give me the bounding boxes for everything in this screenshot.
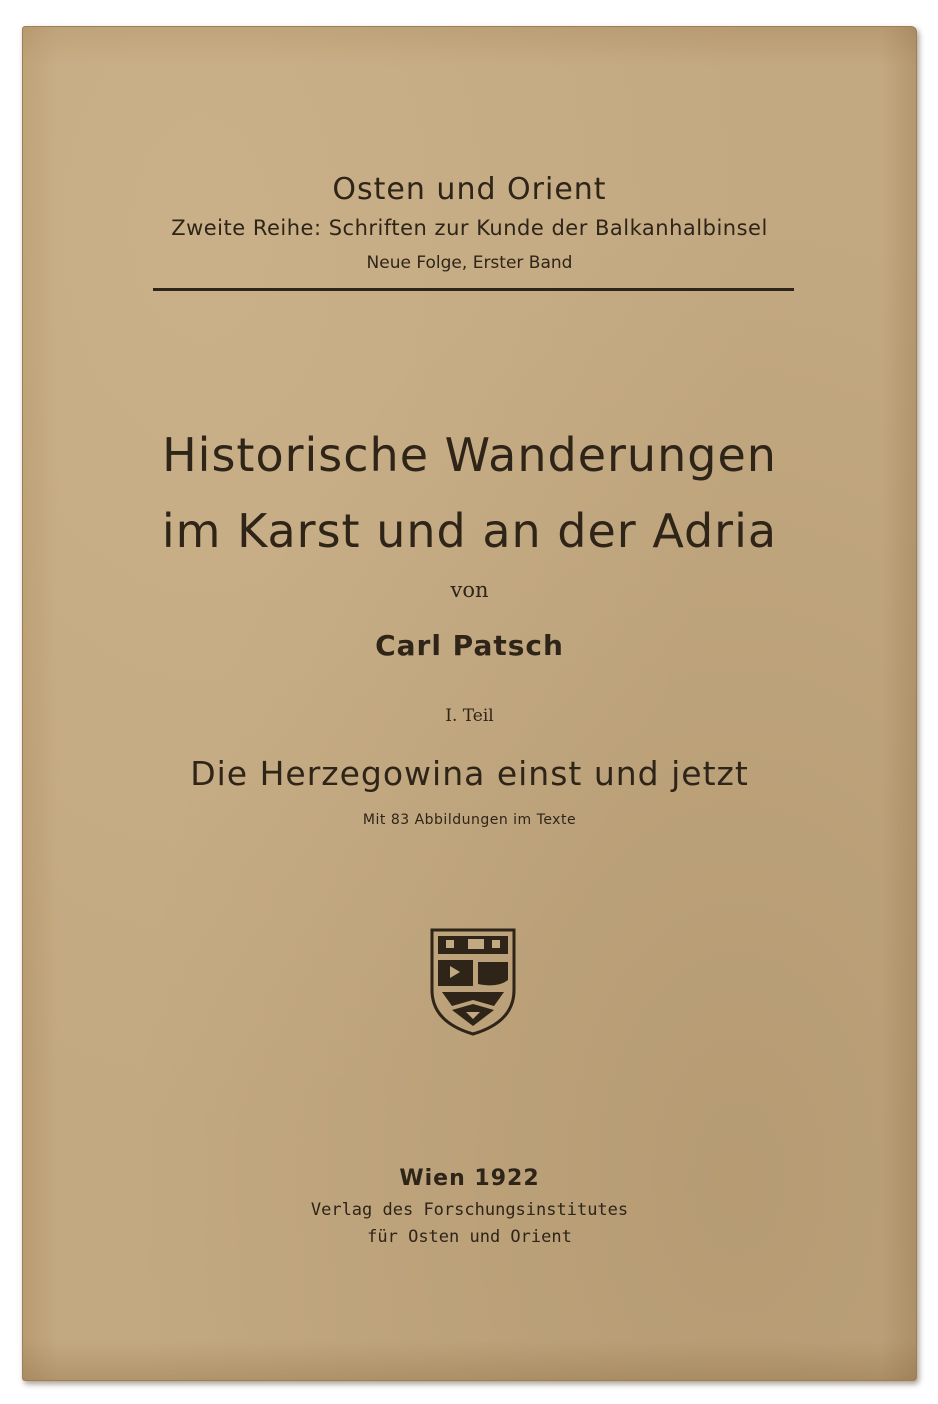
book-subtitle: Die Herzegowina einst und jetzt bbox=[190, 754, 749, 793]
imprint-place-year: Wien 1922 bbox=[399, 1166, 540, 1191]
author-name: Carl Patsch bbox=[375, 629, 564, 662]
by-label: von bbox=[450, 578, 489, 602]
series-subtitle: Zweite Reihe: Schriften zur Kunde der Balkanhalbinsel bbox=[171, 216, 768, 240]
book-title-line2: im Karst und an der Adria bbox=[161, 504, 778, 558]
series-title: Osten und Orient bbox=[332, 172, 607, 207]
coat-of-arms-icon bbox=[428, 926, 518, 1038]
divider-rule bbox=[153, 288, 794, 291]
publisher-line2: für Osten und Orient bbox=[367, 1227, 572, 1247]
part-label: I. Teil bbox=[445, 706, 494, 726]
series-volume: Neue Folge, Erster Band bbox=[366, 253, 573, 273]
publisher-line1: Verlag des Forschungsinstitutes bbox=[310, 1200, 629, 1220]
book-title-line1: Historische Wanderungen bbox=[162, 428, 777, 482]
illustrations-note: Mit 83 Abbildungen im Texte bbox=[362, 812, 577, 828]
book-cover bbox=[22, 26, 917, 1381]
